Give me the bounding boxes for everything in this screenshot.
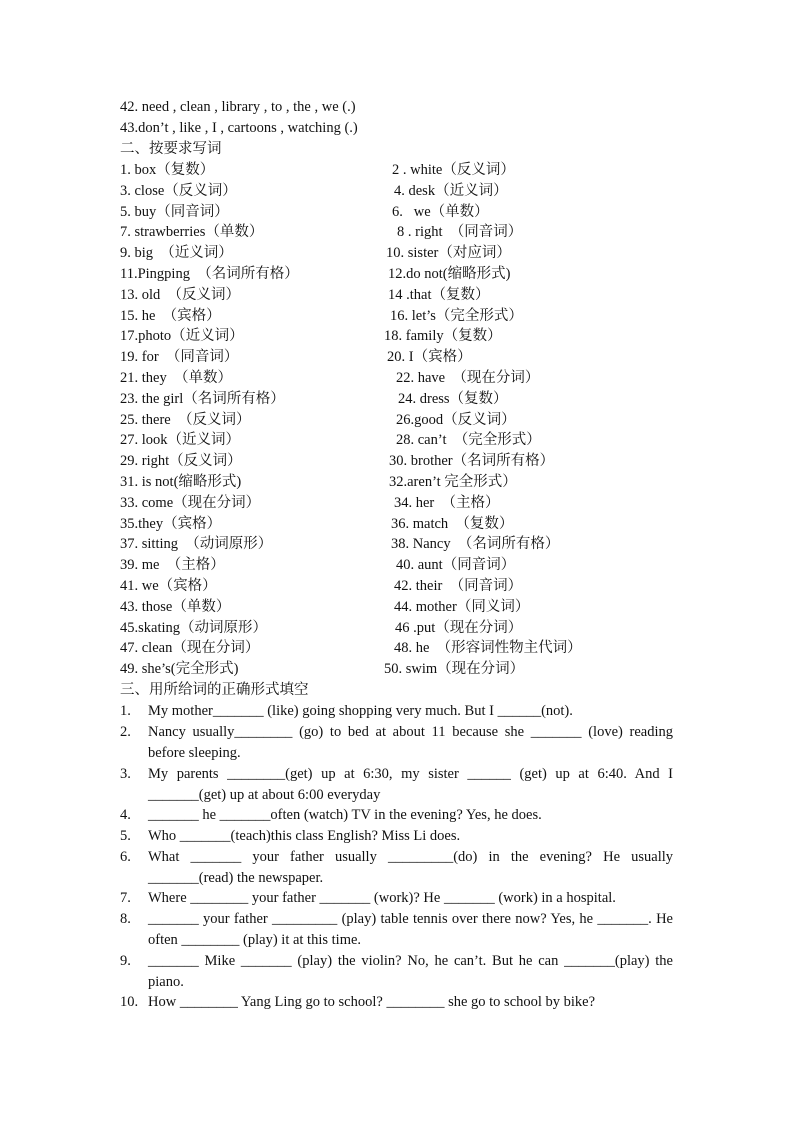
word-exercise-right: 32.aren’t 完全形式） xyxy=(389,474,517,490)
word-exercise-row xyxy=(120,368,680,388)
word-exercise-row xyxy=(120,493,680,513)
word-exercise-right: 20. I（宾格） xyxy=(387,349,472,366)
word-exercise-row xyxy=(120,243,680,263)
word-exercise-left: 5. buy（同音词） xyxy=(120,203,229,220)
word-exercise-left: 33. come（现在分词） xyxy=(120,494,261,511)
word-exercise-left: 29. right（反义词） xyxy=(120,453,242,470)
word-exercise-row xyxy=(120,534,680,554)
word-exercise-left: 9. big （近义词） xyxy=(120,245,233,262)
sentence-43: 43.don’t , like , I , cartoons , watching (.) xyxy=(120,120,358,136)
word-exercise-left: 39. me （主格） xyxy=(120,557,225,574)
item-text: My mother_______ (like) going shopping very much. But I ______(not). xyxy=(148,703,573,719)
item-number: 1. xyxy=(120,703,131,719)
word-exercise-left: 47. clean（现在分词） xyxy=(120,640,260,657)
word-exercise-right: 50. swim（现在分词） xyxy=(384,661,525,678)
word-exercise-right: 18. family（复数） xyxy=(384,328,502,345)
word-exercise-row xyxy=(120,326,680,346)
word-exercise-row xyxy=(120,264,680,284)
word-exercise-left: 1. box（复数） xyxy=(120,162,215,178)
item-number: 5. xyxy=(120,828,131,844)
word-exercise-right: 10. sister（对应词） xyxy=(386,245,511,262)
word-exercise-left: 43. those（单数） xyxy=(120,598,231,615)
section-2-heading: 二、按要求写词 xyxy=(120,141,222,157)
word-exercise-left: 45.skating（动词原形） xyxy=(120,619,268,636)
word-exercise-right: 44. mother（同义词） xyxy=(394,598,530,615)
section-3-heading: 三、用所给词的正确形式填空 xyxy=(120,682,309,698)
word-exercise-left: 3. close（反义词） xyxy=(120,182,237,199)
word-exercise-right: 16. let’s（完全形式） xyxy=(390,307,523,324)
word-exercise-right: 36. match （复数） xyxy=(391,515,514,532)
word-exercise-right: 26.good（反义词） xyxy=(396,411,516,428)
word-exercise-right: 14 .that（复数） xyxy=(388,286,490,303)
word-exercise-left: 31. is not(缩略形式) xyxy=(120,474,242,490)
word-exercise-left: 35.they（宾格） xyxy=(120,515,222,532)
item-number: 10. xyxy=(120,994,139,1010)
item-text: My parents ________(get) up at 6:30, my sister ______ (get) up at 6:40. And I _______(get) up at about 6:00 everyday xyxy=(148,766,673,803)
word-exercise-row xyxy=(120,222,680,242)
word-exercise-right: 38. Nancy （名词所有格） xyxy=(391,536,560,553)
item-text: _______ he _______often (watch) TV in the evening? Yes, he does. xyxy=(148,807,542,823)
word-exercise-left: 41. we（宾格） xyxy=(120,578,217,594)
item-number: 8. xyxy=(120,911,131,927)
item-text: How ________ Yang Ling go to school? ________ she go to school by bike? xyxy=(148,994,596,1010)
word-exercise-row xyxy=(120,285,680,305)
item-text: What _______ your father usually _________(do) in the evening? He usually _______(read) the newspaper. xyxy=(148,849,673,886)
item-text: _______ your father _________ (play) table tennis over there now? Yes, he _______. He often ________ (play) it at this time. xyxy=(148,911,673,948)
word-exercise-right: 42. their （同音词） xyxy=(394,578,523,594)
item-number: 2. xyxy=(120,724,131,740)
word-exercise-row xyxy=(120,347,680,367)
item-text: Nancy usually________ (go) to bed at about 11 because she _______ (love) reading before sleeping. xyxy=(148,724,673,761)
item-number: 6. xyxy=(120,849,131,865)
word-exercise-right: 30. brother（名词所有格） xyxy=(389,453,555,470)
word-exercise-right: 28. can’t （完全形式） xyxy=(396,432,541,449)
word-exercise-row xyxy=(120,410,680,430)
word-exercise-left: 7. strawberries（单数） xyxy=(120,224,264,241)
word-exercise-right: 22. have （现在分词） xyxy=(396,370,540,386)
word-exercise-left: 13. old （反义词） xyxy=(120,286,241,303)
word-exercise-left: 37. sitting （动词原形） xyxy=(120,536,273,553)
word-exercise-row xyxy=(120,160,680,180)
item-text: Who _______(teach)this class English? Miss Li does. xyxy=(148,828,461,844)
word-exercise-left: 23. the girl（名词所有格） xyxy=(120,390,285,407)
word-exercise-row xyxy=(120,181,680,201)
word-exercise-right: 34. her （主格） xyxy=(394,494,500,511)
word-exercise-left: 25. there （反义词） xyxy=(120,411,251,428)
word-exercise-left: 11.Pingping （名词所有格） xyxy=(120,266,299,282)
item-number: 9. xyxy=(120,953,131,969)
word-exercise-row xyxy=(120,555,680,575)
word-exercise-row xyxy=(120,306,680,326)
item-text: _______ Mike _______ (play) the violin? No, he can’t. But he can _______(play) the piano. xyxy=(148,953,673,990)
item-number: 3. xyxy=(120,766,131,782)
word-exercise-row xyxy=(120,659,680,679)
word-exercise-row xyxy=(120,597,680,617)
word-exercise-row xyxy=(120,638,680,658)
item-text: Where ________ your father _______ (work)? He _______ (work) in a hospital. xyxy=(148,890,616,906)
sentence-42: 42. need , clean , library , to , the , we (.) xyxy=(120,99,356,115)
word-exercise-row xyxy=(120,472,680,492)
word-exercise-row xyxy=(120,576,680,596)
item-number: 4. xyxy=(120,807,131,823)
word-exercise-row xyxy=(120,451,680,471)
word-exercise-row xyxy=(120,618,680,638)
item-number: 7. xyxy=(120,890,131,906)
word-exercise-right: 24. dress（复数） xyxy=(398,390,508,407)
word-exercise-left: 21. they （单数） xyxy=(120,370,232,386)
word-exercise-left: 27. look（近义词） xyxy=(120,432,241,449)
word-exercise-right: 8 . right （同音词） xyxy=(397,224,523,241)
word-exercise-right: 2 . white（反义词） xyxy=(392,162,515,178)
word-exercise-right: 40. aunt（同音词） xyxy=(396,557,516,574)
word-exercise-right: 6. we（单数） xyxy=(392,203,489,220)
word-exercise-row xyxy=(120,514,680,534)
word-exercise-left: 15. he （宾格） xyxy=(120,307,221,324)
word-exercise-row xyxy=(120,202,680,222)
word-exercise-right: 48. he （形容词性物主代词） xyxy=(394,640,582,657)
word-exercise-left: 17.photo（近义词） xyxy=(120,328,244,345)
word-exercise-right: 46 .put（现在分词） xyxy=(395,619,523,636)
word-exercise-right: 4. desk（近义词） xyxy=(394,182,508,199)
word-exercise-right: 12.do not(缩略形式) xyxy=(388,266,511,282)
word-exercise-left: 49. she’s(完全形式) xyxy=(120,661,239,678)
word-exercise-row xyxy=(120,389,680,409)
word-exercise-row xyxy=(120,430,680,450)
word-exercise-left: 19. for （同音词） xyxy=(120,349,239,366)
